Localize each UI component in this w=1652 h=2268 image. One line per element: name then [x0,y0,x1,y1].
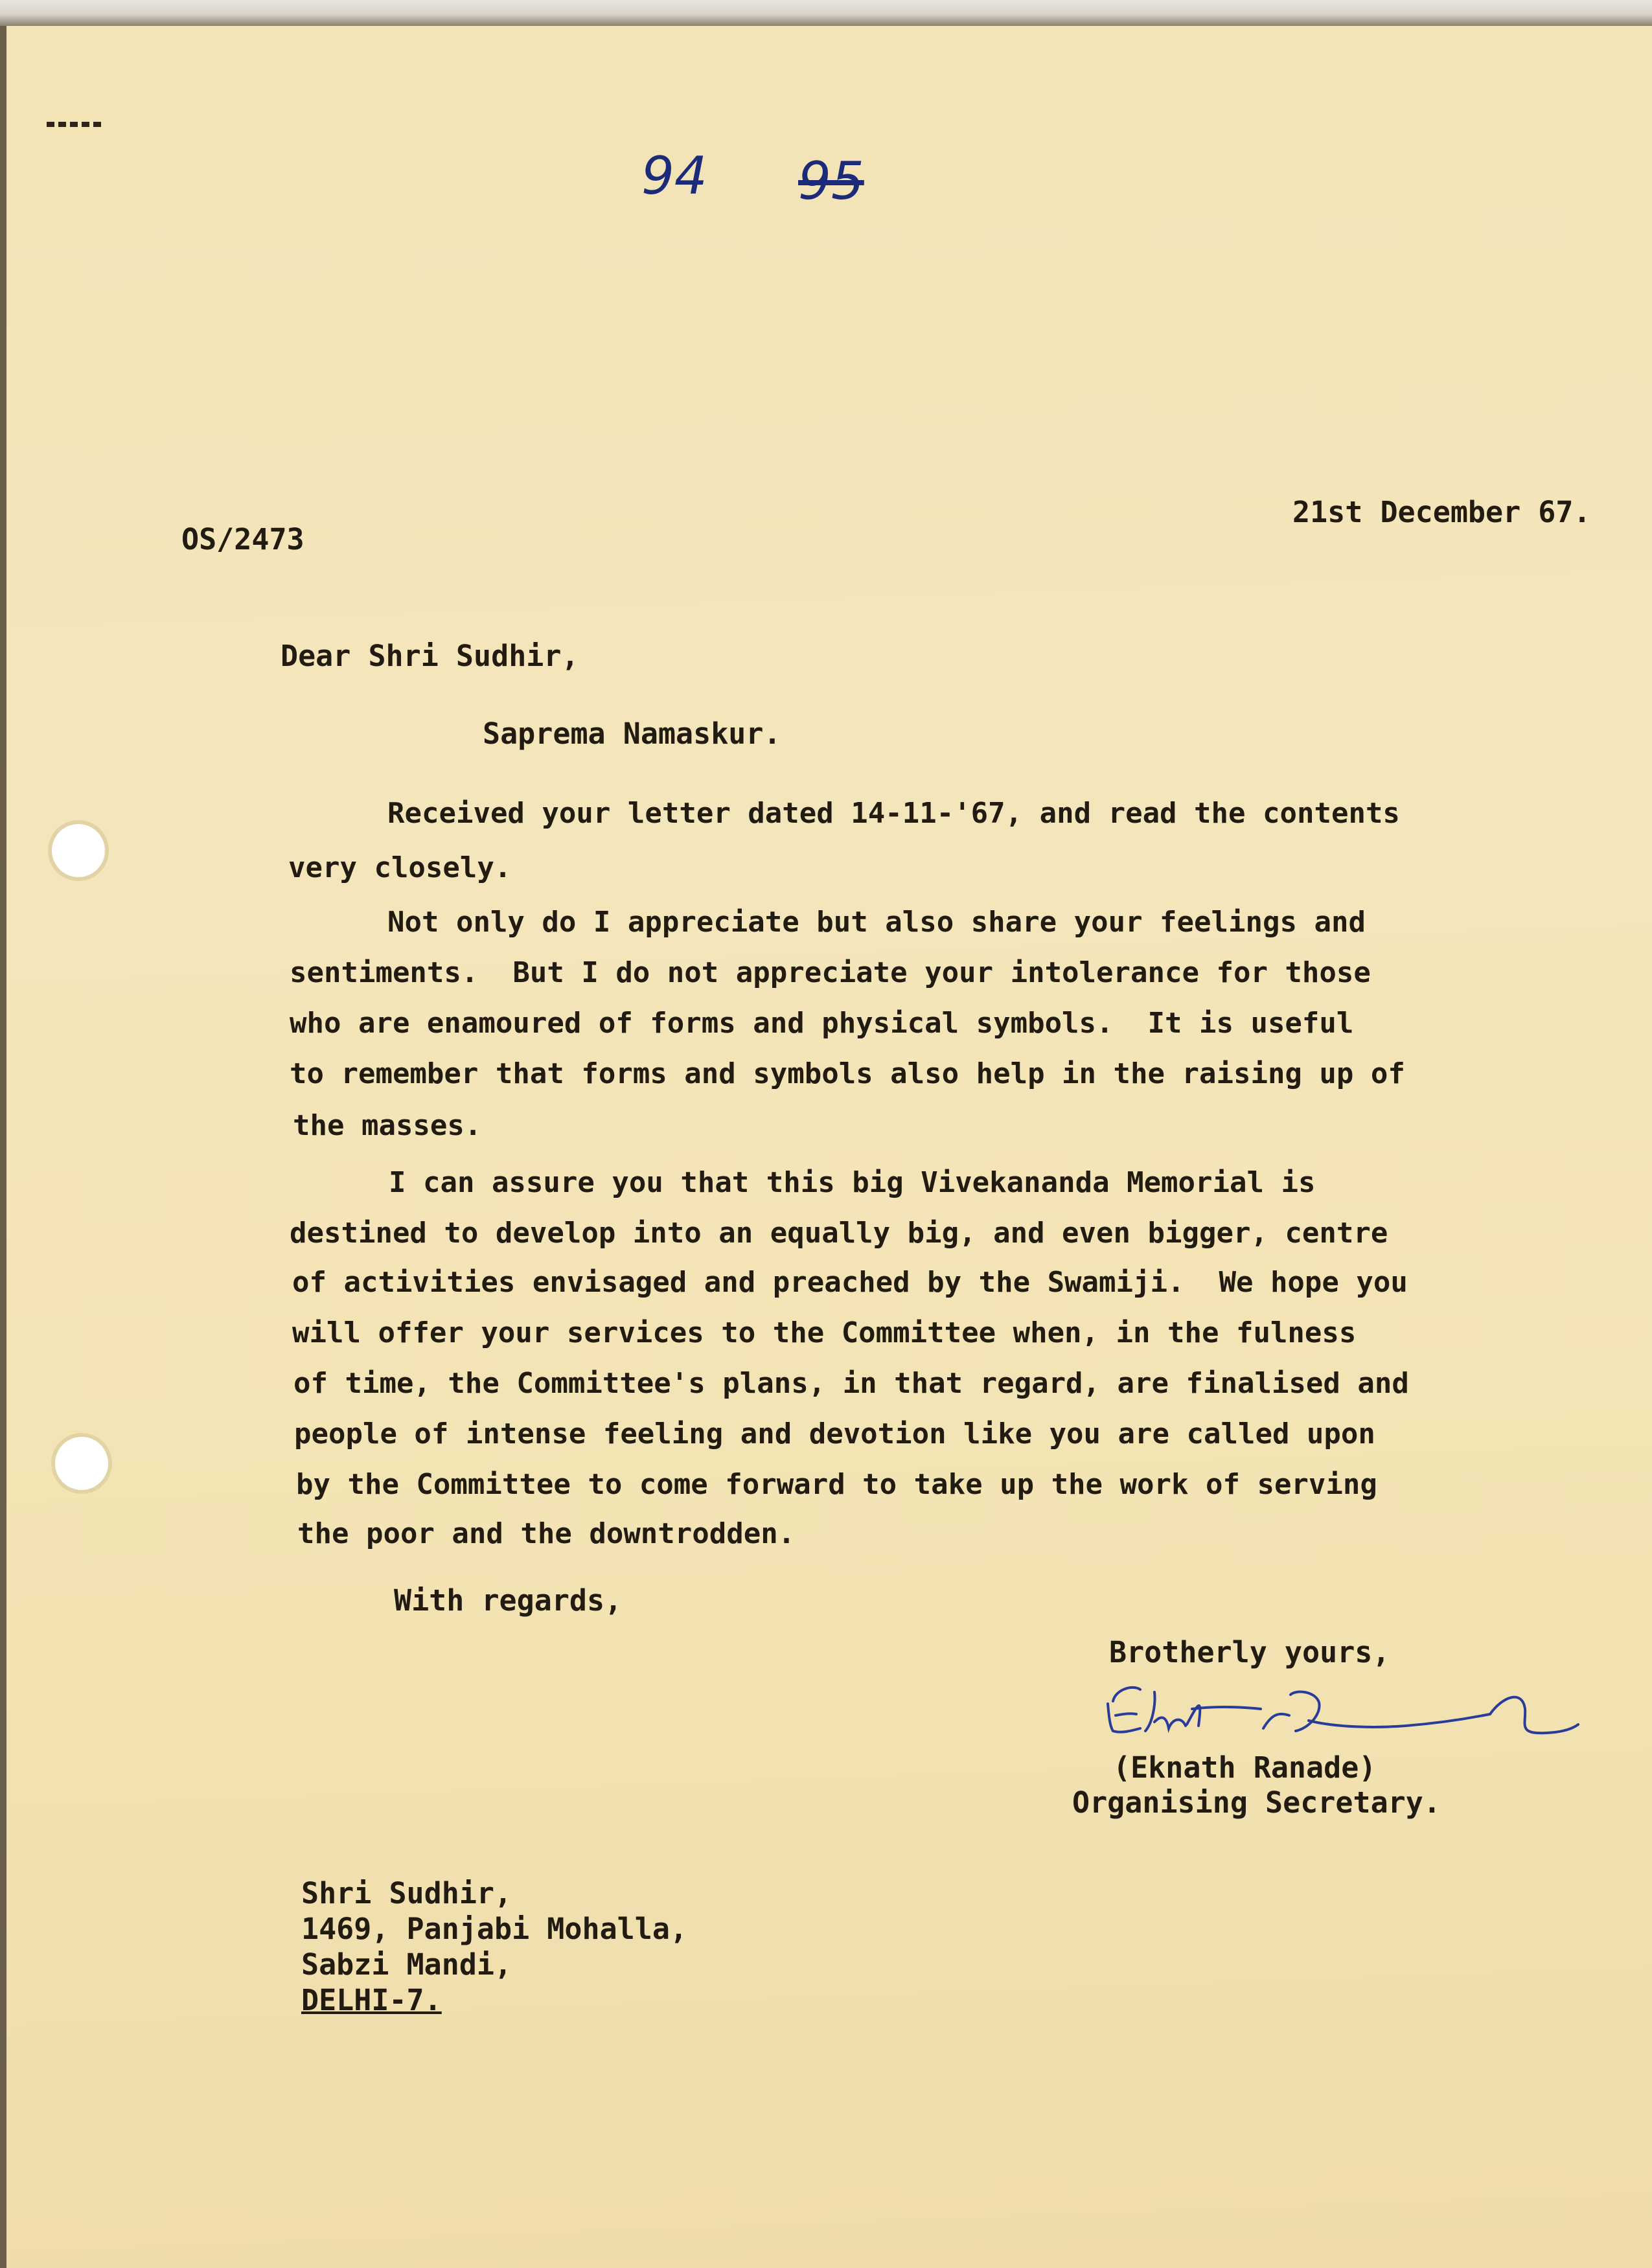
closing: With regards, [394,1583,623,1618]
signer-name: (Eknath Ranade) [1113,1750,1377,1785]
reference-number: OS/2473 [181,522,304,556]
scan-left-edge [0,26,6,2268]
salutation: Dear Shri Sudhir, [281,639,579,673]
sign-off: Brotherly yours, [1109,1635,1390,1669]
handwritten-signature [1101,1664,1581,1748]
address-city: DELHI-7. [301,1983,442,2017]
punch-hole-top [52,824,105,877]
handwritten-page-number-struck: 95 [798,151,864,211]
handwritten-page-number: 94 [641,146,707,206]
punch-hole-bottom [55,1437,108,1490]
body-line: of activities envisaged and preached by the Swamiji. We hope you [292,1266,1408,1299]
body-line: the poor and the downtrodden. [297,1517,796,1550]
body-line: very closely. [288,851,512,884]
letter-page [6,26,1652,2268]
body-line: Not only do I appreciate but also share your feelings and [387,906,1366,939]
letter-date: 21st December 67. [1292,495,1591,529]
body-line: of time, the Committee's plans, in that regard, are finalised and [293,1367,1409,1400]
scan-top-edge [0,0,1652,26]
address-line: 1469, Panjabi Mohalla, [301,1912,688,1946]
margin-mark [47,122,101,127]
body-line: I can assure you that this big Vivekananda Memorial is [389,1166,1316,1199]
body-line: destined to develop into an equally big, and even bigger, centre [290,1217,1388,1250]
body-line: Received your letter dated 14-11-'67, and read the contents [387,797,1400,830]
body-line: to remember that forms and symbols also help in the raising up of [290,1057,1405,1090]
address-line: Sabzi Mandi, [301,1947,512,1982]
greeting: Saprema Namaskur. [483,716,781,751]
signer-title: Organising Secretary. [1072,1785,1441,1820]
body-line: people of intense feeling and devotion like you are called upon [294,1417,1375,1450]
body-line: the masses. [293,1109,482,1142]
body-line: will offer your services to the Committee when, in the fulness [292,1316,1357,1349]
body-line: by the Committee to come forward to take up the work of serving [296,1468,1377,1501]
body-line: who are enamoured of forms and physical symbols. It is useful [290,1007,1354,1040]
address-line: Shri Sudhir, [301,1876,512,1910]
body-line: sentiments. But I do not appreciate your intolerance for those [290,956,1371,989]
